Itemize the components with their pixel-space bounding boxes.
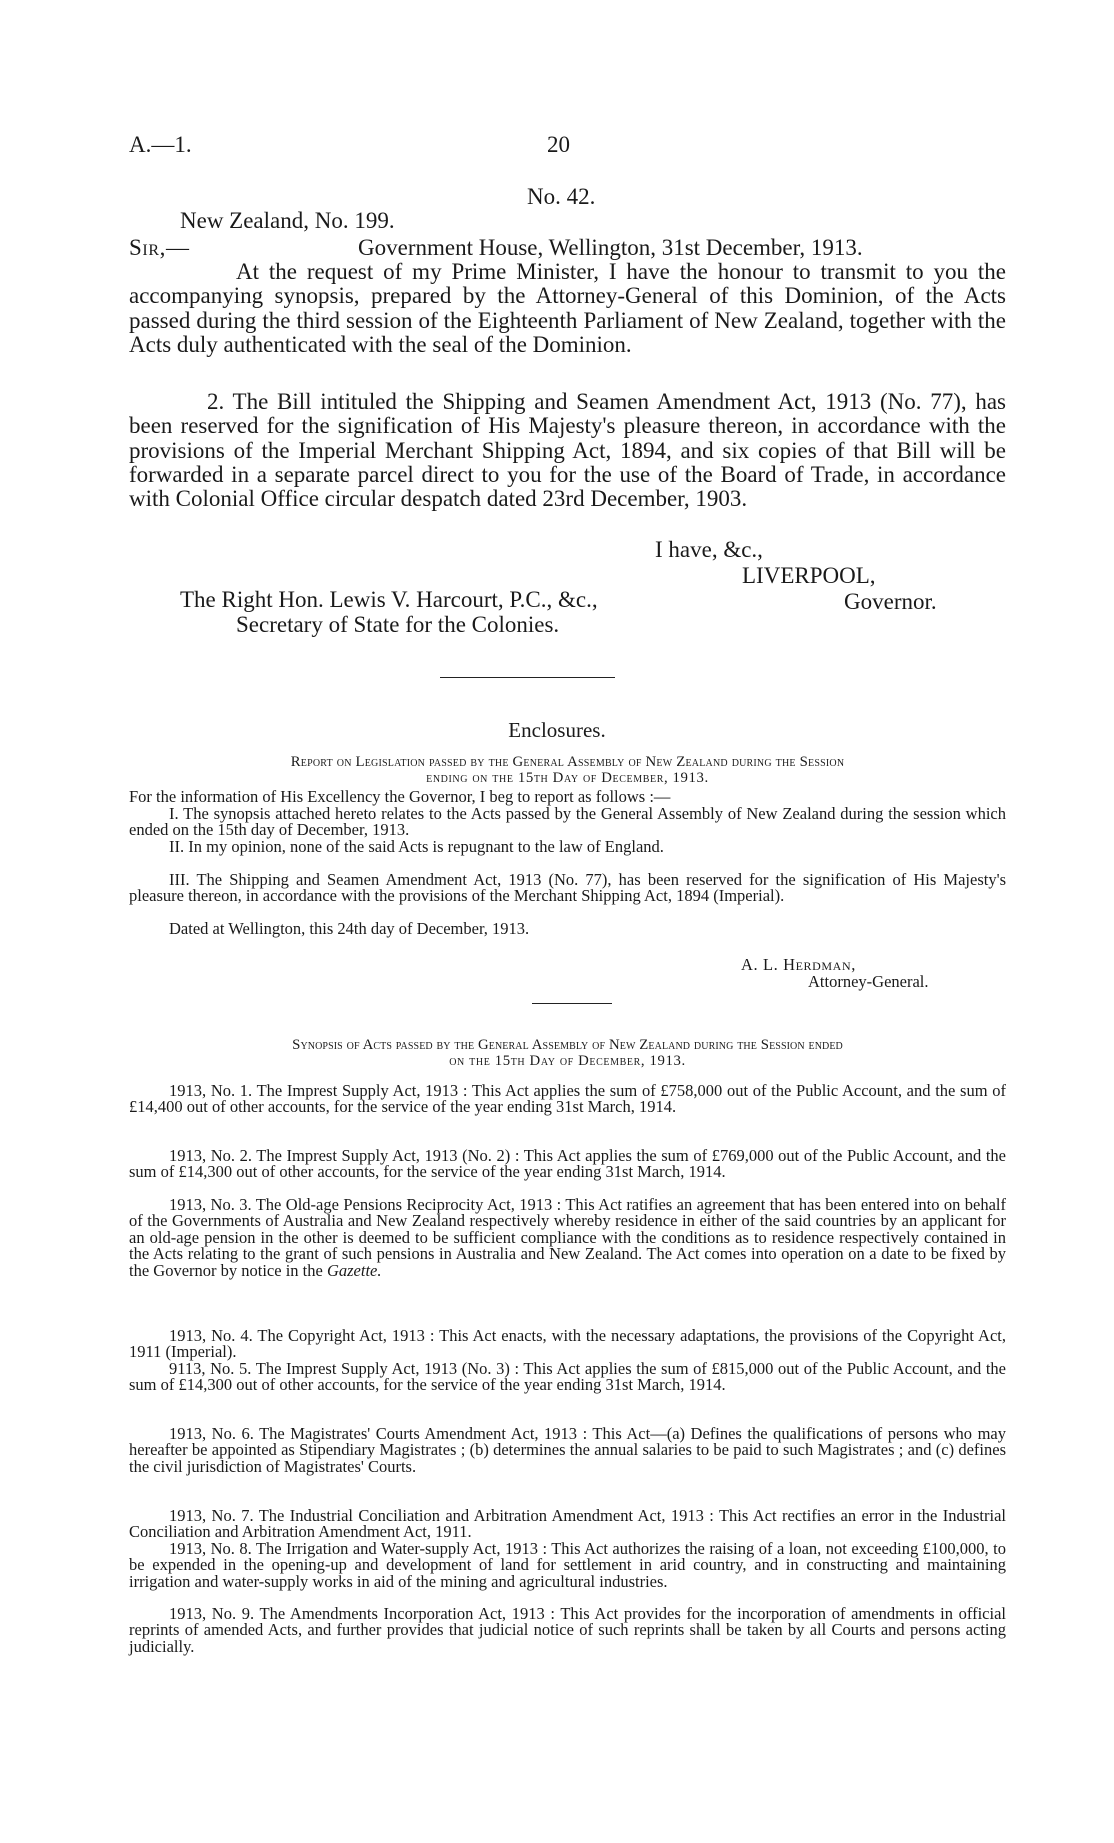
letter-number: No. 42. (527, 184, 596, 209)
letter-paragraph-1: At the request of my Prime Minister, I have the honour to transmit to you the accompanying synopsis, prepared by the Attorney-General of this Dominion, of the Acts passed during the third session of the Eighteenth Parliament of New Zealand, together with the Acts duly authenticated with the seal of the Dominion. (129, 259, 1006, 357)
synopsis-entry-3 (129, 1197, 1006, 1279)
signatory: LIVERPOOL, (742, 563, 876, 588)
report-signer-title: Attorney-General. (808, 972, 929, 991)
enclosures-heading: Enclosures. (508, 718, 606, 742)
synopsis-entry-2: 1913, No. 2. The Imprest Supply Act, 1913 (No. 2) : This Act applies the sum of £769,000 out of the Public Account, and the sum of £14,300 out of other accounts, for the service of the year ending 31st March, 1914. (129, 1146, 1006, 1182)
synopsis-title-line-1: Synopsis of Acts passed by the General Assembly of New Zealand during the Session ended (292, 1037, 843, 1053)
salutation: Sir,— (129, 235, 190, 260)
report-signer: A. L. Herdman, (741, 955, 856, 974)
synopsis-entry-3-gazette: Gazette. (326, 1260, 382, 1280)
report-item-1: I. The synopsis attached hereto relates to the Acts passed by the General Assembly of New Zealand during the session which ended on the 15th day of December, 1913. (129, 804, 1006, 840)
closing: I have, &c., (655, 537, 763, 562)
synopsis-entry-9: 1913, No. 9. The Amendments Incorporation Act, 1913 : This Act provides for the incorporation of amendments in official reprints of amended Acts, and further provides that judicial notice of such reprints shall be taken by all Courts and persons acting judicially. (129, 1604, 1006, 1656)
synopsis-title-line-2: on the 15th Day of December, 1913. (449, 1053, 686, 1069)
report-dated: Dated at Wellington, this 24th day of December, 1913. (169, 919, 530, 938)
addressee-line-1: The Right Hon. Lewis V. Harcourt, P.C., &c., (180, 587, 598, 612)
synopsis-entry-6: 1913, No. 6. The Magistrates' Courts Amendment Act, 1913 : This Act—(a) Defines the qualifications of persons who may hereafter be appointed as Stipendiary Magistrates ; (b) determines the annual salaries to be paid to such Magistrates ; and (c) defines the civil jurisdiction of Magistrates' Courts. (129, 1424, 1006, 1476)
letter-paragraph-2: 2. The Bill intituled the Shipping and Seamen Amendment Act, 1913 (No. 77), has been reserved for the signification of His Majesty's pleasure thereon, in accordance with the provisions of the Imperial Merchant Shipping Act, 1894, and six copies of that Bill will be forwarded in a separate parcel direct to you for the use of the Board of Trade, in accordance with Colonial Office circular despatch dated 23rd December, 1903. (129, 389, 1006, 512)
synopsis-entry-4: 1913, No. 4. The Copyright Act, 1913 : This Act enacts, with the necessary adaptations, the provisions of the Copyright Act, 1911 (Imperial). (129, 1326, 1006, 1362)
synopsis-entry-3-text: 1913, No. 3. The Old-age Pensions Reciprocity Act, 1913 : This Act ratifies an agreement that has been entered into on behalf of the Governments of Australia and New Zealand respectively whereby residence in either of the said countries by an applicant for an old-age pension in the other is deemed to be sufficient compliance with the conditions as to residence respectively contained in the Acts relating to the grant of such pensions in Australia and New Zealand. The Act comes into operation on a date to be fixed by the Governor by notice in the (129, 1195, 1006, 1280)
report-item-2: II. In my opinion, none of the said Acts is repugnant to the law of England. (169, 837, 664, 856)
synopsis-entry-7: 1913, No. 7. The Industrial Conciliation and Arbitration Amendment Act, 1913 : This Act rectifies an error in the Industrial Conciliation and Arbitration Amendment Act, 1911. (129, 1506, 1006, 1542)
signatory-title: Governor. (844, 589, 937, 614)
document-reference: A.—1. (129, 132, 192, 157)
report-title-line-2: ending on the 15th Day of December, 1913. (426, 770, 709, 786)
synopsis-entry-5: 9113, No. 5. The Imprest Supply Act, 1913 (No. 3) : This Act applies the sum of £815,000 out of the Public Account, and the sum of £14,300 out of other accounts, for the service of the year ending 31st March, 1914. (129, 1359, 1006, 1395)
synopsis-entry-1: 1913, No. 1. The Imprest Supply Act, 1913 : This Act applies the sum of £758,000 out of the Public Account, and the sum of £14,400 out of other accounts, for the service of the year ending 31st March, 1914. (129, 1081, 1006, 1117)
addressee-line-2: Secretary of State for the Colonies. (236, 612, 560, 637)
section-divider (440, 677, 615, 678)
page-number: 20 (547, 132, 570, 157)
address-date: Government House, Wellington, 31st December, 1913. (358, 235, 863, 260)
synopsis-entry-8: 1913, No. 8. The Irrigation and Water-supply Act, 1913 : This Act authorizes the raising of a loan, not exceeding £100,000, to be expended in the opening-up and development of land for settlement in arid country, and in constructing and maintaining irrigation and water-supply works in aid of the mining and agricultural industries. (129, 1539, 1006, 1591)
report-intro: For the information of His Excellency the Governor, I beg to report as follows :— (129, 787, 671, 806)
letter-reference: New Zealand, No. 199. (180, 208, 395, 233)
report-title-line-1: Report on Legislation passed by the General Assembly of New Zealand during the Session (290, 754, 845, 770)
report-item-3: III. The Shipping and Seamen Amendment Act, 1913 (No. 77), has been reserved for the signification of His Majesty's pleasure thereon, in accordance with the provisions of the Merchant Shipping Act, 1894 (Imperial). (129, 870, 1006, 906)
short-divider (532, 1003, 612, 1004)
